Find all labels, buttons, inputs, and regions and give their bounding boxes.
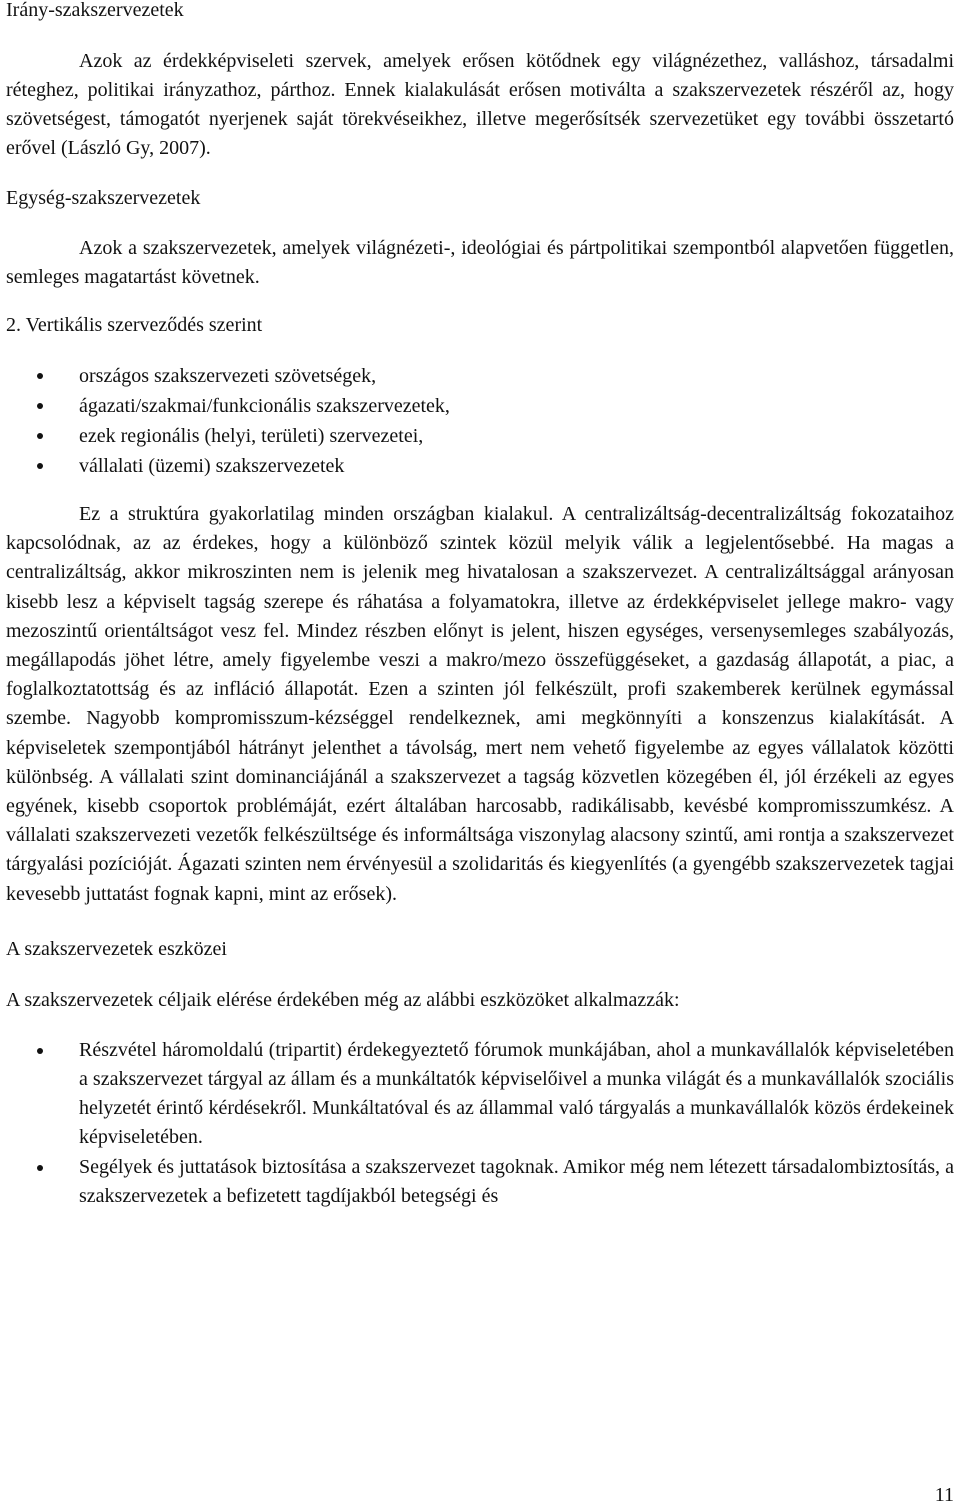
list-item — [6, 1036, 954, 1153]
vertikalis-list — [6, 361, 954, 481]
paragraph-egyseg: Azok a szakszervezetek, amelyek világnézeti-, ideológiai és pártpolitikai szempontból alapvetően független, semleges magatartást követnek. — [6, 237, 954, 288]
paragraph-struktura: Ez a struktúra gyakorlatilag minden országban kialakul. A centralizáltság-decentralizáltság fokozataihoz kapcsolódnak, az az érdekes, hogy a különböző szintek közül melyik válik a legjelentősebbé. Ha magas a centralizáltság, akkor mikroszinten nem is jelenik meg hivatalosan a szakszervezet. A centralizáltsággal arányosan kisebb lesz a képviselt tagság szerepe és ráhatása a folyamatokra, illetve az érdekképviselet jellege makro- vagy mezoszintű orientáltságot vesz fel. Mindez részben előnyt is jelent, hiszen egységes, versenysemleges szabályozás, megállapodás jöhet létre, amely figyelembe veszi a makro/mezo összefüggéseket, a gazdaság állapotát, a piac, a foglalkoztatottság és az infláció állapotát. Ezen a szinten jól felkészült, profi szakemberek kerülnek egymással szembe. Nagyobb kompromisszum-kézséggel rendelkeznek, ami megkönnyíti a konszenzus kialakítását. A képviseletek szempontjából hátrányt jelenthet a távolság, mert nem vehető figyelembe az egyes vállalatok közötti különbség. A vállalati szint dominanciájánál a szakszervezet a tagság közvetlen közegében él, jól érzékeli az egyes egyének, kisebb csoportok problémáját, ezért általában harcosabb, radikálisabb, kevésbé kompromisszumkész. A vállalati szakszervezeti vezetők felkészültsége és informáltsága viszonylag alacsony szintű, ami rontja a szakszervezet tárgyalási pozícióját. Ágazati szinten nem érvényesül a szolidaritás és kiegyenlítés (a gyengébb szakszervezetek tagjai kevesebb juttatást fognak kapni, mint az erősek). — [6, 503, 954, 905]
list-item — [6, 1153, 954, 1211]
bullet-icon — [37, 373, 43, 379]
page-number: 11 — [934, 1484, 954, 1506]
bullet-icon — [37, 1165, 43, 1171]
section-heading-egyseg: Egység-szakszervezetek — [6, 187, 201, 209]
bullet-icon — [37, 463, 43, 469]
bullet-icon — [37, 403, 43, 409]
paragraph-eszkozok-intro: A szakszervezetek céljaik elérése érdekében még az alábbi eszközöket alkalmazzák: — [6, 988, 680, 1011]
eszkozok-list — [6, 1036, 954, 1211]
paragraph-irany: Azok az érdekképviseleti szervek, amelyek erősen kötődnek egy világnézethez, valláshoz, társadalmi réteghez, politikai irányzathoz, párthoz. Ennek kialakulását erősen motiválta a szakszervezetek részéről az, hogy szövetségest, támogatót nyerjenek saját törekvéseikhez, illetve megerősítsék szervezetüket egy további összetartó erővel (László Gy, 2007). — [6, 50, 954, 159]
list-item — [6, 421, 954, 451]
list-item-text: vállalati (üzemi) szakszervezetek — [79, 455, 345, 477]
bullet-icon — [37, 1048, 43, 1054]
list-item-text: országos szakszervezeti szövetségek, — [79, 365, 377, 387]
section-heading-irany: Irány-szakszervezetek — [6, 0, 184, 21]
section-heading-vertikalis: 2. Vertikális szerveződés szerint — [6, 314, 263, 336]
section-heading-eszkozok: A szakszervezetek eszközei — [6, 937, 227, 960]
list-item-text: ágazati/szakmai/funkcionális szakszervezetek, — [79, 395, 450, 417]
bullet-icon — [37, 433, 43, 439]
list-item — [6, 451, 954, 481]
list-item-text: Segélyek és juttatások biztosítása a szakszervezet tagoknak. Amikor még nem létezett társadalombiztosítás, a szakszervezetek a befizetett tagdíjakból betegségi és — [79, 1155, 954, 1207]
list-item — [6, 391, 954, 421]
list-item — [6, 361, 954, 391]
list-item-text: Részvétel háromoldalú (tripartit) érdekegyeztető fórumok munkájában, ahol a munkavállalók képviseletében a szakszervezet tárgyal az állam és a munkáltatók képviselőivel a munka világát és a munkavállalók szociális helyzetét érintő kérdésekről. Munkáltatóval és az állammal való tárgyalás a munkavállalók közös érdekeinek képviseletében. — [79, 1038, 954, 1149]
list-item-text: ezek regionális (helyi, területi) szervezetei, — [79, 425, 424, 447]
